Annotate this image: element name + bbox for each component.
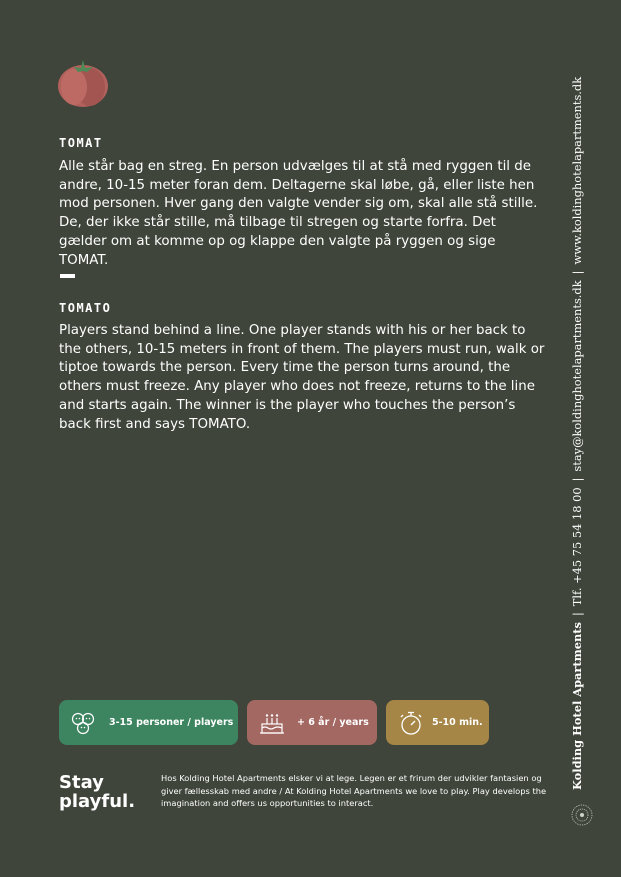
danish-text: Alle står bag en streg. En person udvælges til at stå med ryggen til de andre, 10-15 meter foran dem. Deltagerne skal løbe, gå, eller liste hen mod personen. Hver gang den valgte vender sig om, skal alle stå stille. De, der ikke står stille, må tilbage til stregen og starte forfra. Det gælder om at komme op og klappe den valgte på ryggen og sige TOMAT. (59, 159, 538, 268)
website: www.koldinghotelapartments.dk (570, 76, 584, 265)
age-badge (247, 700, 377, 745)
contact-sidebar (570, 77, 584, 790)
stopwatch-icon (399, 710, 423, 736)
english-title: TOMATO (59, 301, 112, 315)
divider (60, 274, 75, 278)
time-badge (386, 700, 489, 745)
english-text: Players stand behind a line. One player stands with his or her back to the others, 10-15 meters in front of them. The players must run, walk or tiptoe towards the person. Every time the person turns around, the others must freeze. Any player who does not freeze, returns to the line and starts again. The winner is the player who touches the person’s back first and says TOMATO. (59, 323, 545, 432)
separator: | (570, 270, 584, 275)
company-name: Kolding Hotel Apartments (570, 622, 584, 790)
tagline (59, 773, 135, 811)
footer-note: Hos Kolding Hotel Apartments elsker vi at lege. Legen er et frirum der udvikler fantasien og giver fællesskab med andre / At Kolding Hotel Apartments we love to play. Play develops the imagination and offers us opportunities to interact. (161, 773, 547, 808)
players-badge (59, 700, 238, 745)
tomato-icon (57, 58, 109, 108)
phone-number: Tlf. +45 75 54 18 00 (570, 487, 584, 607)
separator: | (570, 612, 584, 617)
email-address: stay@koldinghotelapartments.dk (570, 280, 584, 472)
time-label: 5-10 min. (432, 717, 483, 728)
birthday-cake-icon (259, 710, 285, 736)
age-label: + 6 år / years (297, 717, 369, 728)
separator: | (570, 477, 584, 482)
tagline-line-1: Stay (59, 772, 104, 793)
faces-icon (70, 710, 96, 736)
players-label: 3-15 personer / players (109, 717, 234, 728)
danish-title: TOMAT (59, 136, 103, 150)
sunburst-logo-icon (571, 804, 593, 826)
tagline-line-2: playful. (59, 791, 136, 812)
